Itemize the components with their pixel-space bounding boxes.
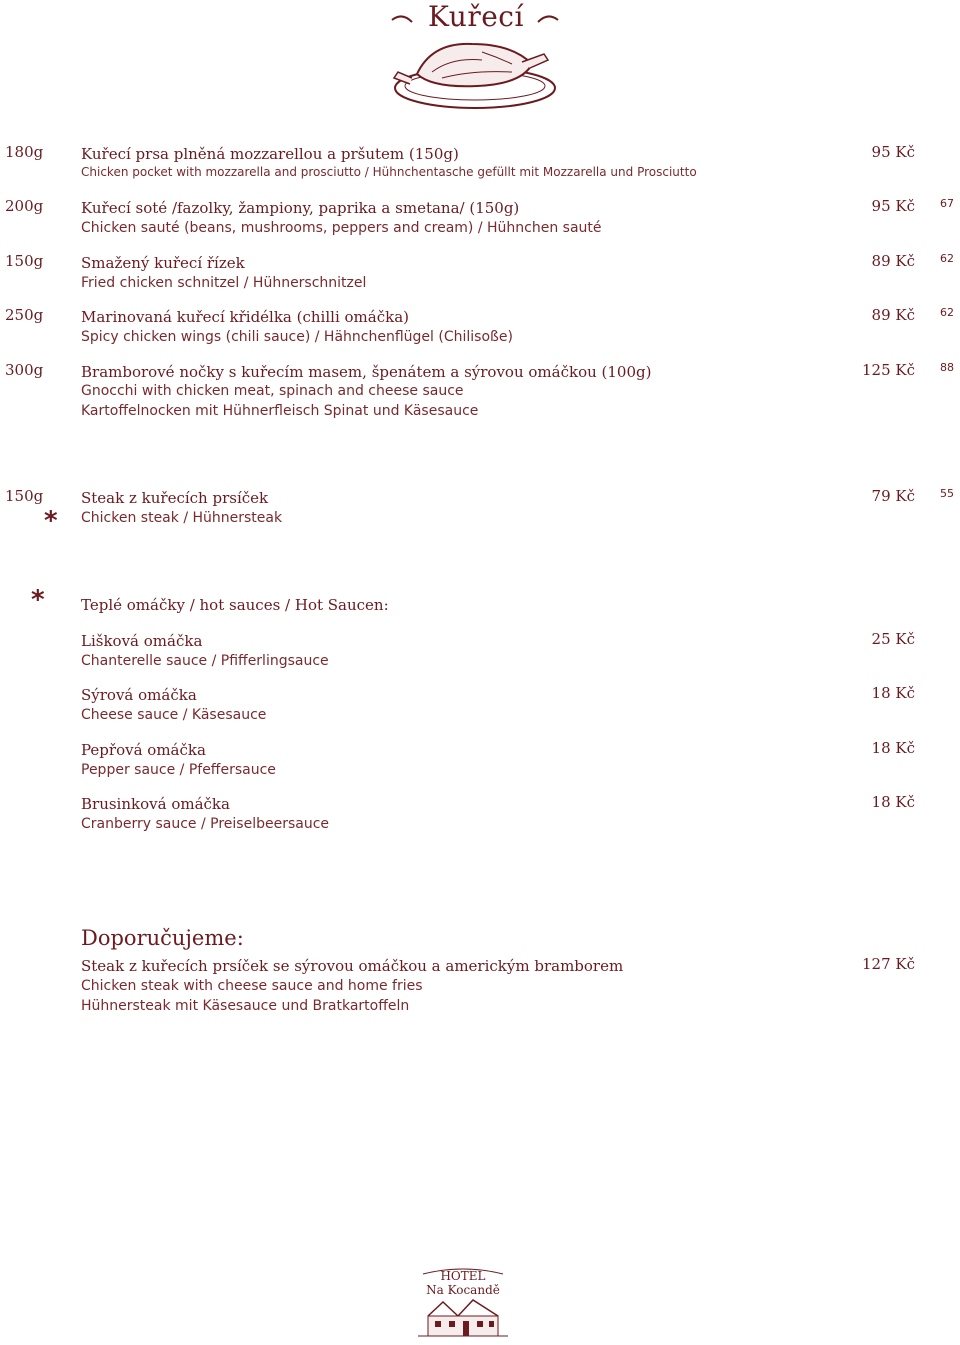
- item-price: 125 Kč: [861, 361, 915, 379]
- sauce-name: Brusinková omáčka: [81, 795, 230, 813]
- item-name: Bramborové nočky s kuřecím masem, špenátem a sýrovou omáčkou (100g): [81, 363, 652, 381]
- item-name: Smažený kuřecí řízek: [81, 254, 245, 272]
- item-name: Kuřecí prsa plněná mozzarellou a pršutem (150g): [81, 145, 459, 163]
- item-weight: 300g: [5, 361, 44, 379]
- item-description: Fried chicken schnitzel / Hühnerschnitzel: [81, 275, 367, 291]
- item-extra-number: 88: [940, 361, 954, 374]
- item-name: Steak z kuřecích prsíček: [81, 489, 269, 507]
- item-description: Kartoffelnocken mit Hühnerfleisch Spinat und Käsesauce: [81, 403, 479, 419]
- item-name: Marinovaná kuřecí křidélka (chilli omáčka): [81, 308, 410, 326]
- sauce-description: Cranberry sauce / Preiselbeersauce: [81, 816, 330, 832]
- page-title: Kuřecí: [428, 0, 524, 33]
- item-price: 89 Kč: [871, 252, 915, 270]
- recommendation-name: Steak z kuřecích prsíček se sýrovou omáčkou a americkým bramborem: [81, 957, 624, 975]
- item-weight: 200g: [5, 197, 44, 215]
- recommendation-description: Chicken steak with cheese sauce and home fries: [81, 978, 423, 994]
- sauces-heading: Teplé omáčky / hot sauces / Hot Saucen:: [81, 596, 389, 614]
- item-extra-number: 62: [940, 306, 954, 319]
- item-extra-number: 67: [940, 197, 954, 210]
- sauce-price: 25 Kč: [871, 630, 915, 648]
- item-description: Spicy chicken wings (chili sauce) / Hähnchenflügel (Chilisoße): [81, 329, 513, 345]
- sauce-price: 18 Kč: [871, 684, 915, 702]
- item-weight: 180g: [5, 143, 44, 161]
- item-description: Chicken sauté (beans, mushrooms, peppers and cream) / Hühnchen sauté: [81, 220, 602, 236]
- asterisk-icon: *: [44, 506, 58, 536]
- item-name: Kuřecí soté /fazolky, žampiony, paprika a smetana/ (150g): [81, 199, 520, 217]
- sauce-price: 18 Kč: [871, 739, 915, 757]
- item-price: 79 Kč: [871, 487, 915, 505]
- sauce-name: Sýrová omáčka: [81, 686, 197, 704]
- item-description: Gnocchi with chicken meat, spinach and cheese sauce: [81, 383, 464, 399]
- item-price: 89 Kč: [871, 306, 915, 324]
- item-weight: 150g: [5, 252, 44, 270]
- sauce-description: Cheese sauce / Käsesauce: [81, 707, 267, 723]
- hotel-logo: [413, 1266, 513, 1340]
- recommendation-price: 127 Kč: [861, 955, 915, 973]
- item-extra-number: 55: [940, 487, 954, 500]
- item-description: Chicken pocket with mozzarella and prosciutto / Hühnchentasche gefüllt mit Mozzarella und Prosciutto: [81, 165, 697, 179]
- sauce-price: 18 Kč: [871, 793, 915, 811]
- asterisk-icon: *: [31, 585, 45, 615]
- recommendation-title: Doporučujeme:: [81, 926, 244, 950]
- sauce-name: Pepřová omáčka: [81, 741, 206, 759]
- item-price: 95 Kč: [871, 143, 915, 161]
- sauce-description: Pepper sauce / Pfeffersauce: [81, 762, 276, 778]
- item-weight: 150g: [5, 487, 44, 505]
- logo-text-name: Na Kocandě: [426, 1283, 500, 1297]
- logo-text-hotel: HOTEL: [440, 1269, 486, 1283]
- recommendation-description: Hühnersteak mit Käsesauce und Bratkartoffeln: [81, 998, 410, 1014]
- item-description: Chicken steak / Hühnersteak: [81, 510, 283, 526]
- sauce-description: Chanterelle sauce / Pfifferlingsauce: [81, 653, 329, 669]
- hotel-na-kocande-logo-icon: [413, 1266, 513, 1340]
- item-weight: 250g: [5, 306, 44, 324]
- sauce-name: Lišková omáčka: [81, 632, 203, 650]
- item-extra-number: 62: [940, 252, 954, 265]
- item-price: 95 Kč: [871, 197, 915, 215]
